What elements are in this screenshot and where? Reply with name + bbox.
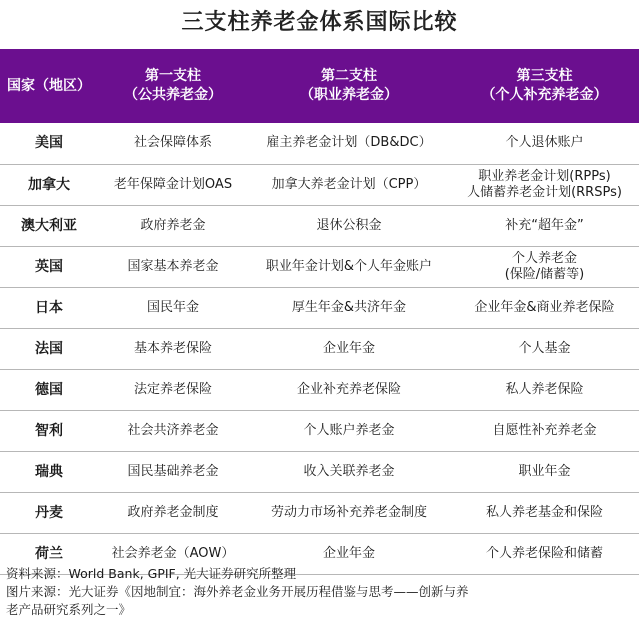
country-cell: 法国 [35, 340, 63, 357]
pillar-1-cell [98, 246, 248, 287]
cell-text: 国民基础养老金 [127, 463, 219, 479]
header-pillar-one: 第一支柱 （公共养老金） [124, 68, 222, 103]
cell-text: 社会保障体系 [133, 135, 212, 151]
pillar-3-cell [450, 287, 639, 328]
cell-text: 职业养老金计划(RPPs) [478, 168, 611, 184]
pillar-1-cell [98, 205, 248, 246]
cell-text: 政府养老金制度 [127, 504, 219, 520]
table-header-row [0, 49, 639, 123]
cell-text: 私人养老基金和保险 [485, 504, 603, 520]
table-row [0, 123, 639, 164]
country-cell: 英国 [35, 258, 63, 275]
image-source-line: 图片来源：光大证券《因地制宜：海外养老金业务开展历程借鉴与思考——创新与养 [6, 584, 469, 599]
pillar-1-cell [98, 287, 248, 328]
table-row [0, 451, 639, 492]
pillar-3-cell [450, 123, 639, 164]
country-cell: 澳大利亚 [21, 217, 77, 234]
cell-text: 企业年金 [322, 545, 375, 561]
cell-text: 补充“超年金” [505, 217, 584, 233]
cell-text: 厚生年金&共济年金 [291, 299, 407, 315]
pillar-3-cell [450, 451, 639, 492]
cell-text: 个人养老金 [511, 250, 577, 266]
cell-text: 老年保障金计划OAS [113, 176, 233, 192]
header-pillar-two: 第二支柱 （职业养老金） [300, 68, 398, 103]
image-source-line-continued: 老产品研究系列之一》 [6, 602, 132, 617]
pillar-3-cell [450, 205, 639, 246]
country-cell: 德国 [35, 381, 63, 398]
pillar-3-cell [450, 164, 639, 205]
pillar-1-cell [98, 410, 248, 451]
cell-text: 职业年金计划&个人年金账户 [265, 258, 433, 274]
table-row [0, 410, 639, 451]
pillar-1-cell [98, 328, 248, 369]
pillar-1-cell [98, 123, 248, 164]
pillar-2-cell [248, 123, 450, 164]
cell-text: 个人退休账户 [505, 135, 584, 151]
pillar-3-cell [450, 410, 639, 451]
pillar-3-cell [450, 369, 639, 410]
cell-text: 政府养老金 [140, 217, 206, 233]
cell-text: 企业年金&商业养老保险 [474, 299, 615, 315]
cell-text: 退休公积金 [316, 217, 382, 233]
table-row [0, 369, 639, 410]
pillar-3-cell [450, 246, 639, 287]
pillar-2-cell [248, 492, 450, 533]
table-body [0, 123, 639, 574]
table-row [0, 246, 639, 287]
country-cell: 加拿大 [28, 176, 70, 193]
pillar-2-cell [248, 410, 450, 451]
country-cell: 荷兰 [35, 545, 63, 562]
pillar-2-cell [248, 246, 450, 287]
table-row [0, 287, 639, 328]
source-note [6, 565, 634, 619]
pension-comparison-table [0, 49, 639, 575]
pillar-1-cell [98, 369, 248, 410]
country-cell: 瑞典 [35, 463, 63, 480]
page-title: 三支柱养老金体系国际比较 [181, 10, 458, 35]
pillar-2-cell [248, 451, 450, 492]
cell-text: 社会共济养老金 [127, 422, 219, 438]
pillar-2-cell [248, 287, 450, 328]
cell-text: 职业年金 [518, 463, 571, 479]
cell-text: 基本养老保险 [133, 340, 212, 356]
cell-text: 自愿性补充养老金 [492, 422, 597, 438]
cell-text: 个人基金 [518, 340, 571, 356]
header-pillar-three: 第三支柱 （个人补充养老金） [481, 68, 608, 103]
cell-text: 个人账户养老金 [303, 422, 395, 438]
table-row [0, 492, 639, 533]
cell-text: 人储蓄养老金计划(RRSPs) [467, 184, 622, 200]
cell-text: 劳动力市场补充养老金制度 [270, 504, 427, 520]
country-cell: 美国 [35, 135, 63, 152]
pillar-2-cell [248, 205, 450, 246]
pillar-2-cell [248, 369, 450, 410]
table-row [0, 164, 639, 205]
pillar-1-cell [98, 492, 248, 533]
header-country: 国家（地区） [7, 77, 91, 94]
pillar-2-cell [248, 164, 450, 205]
pillar-2-cell [248, 328, 450, 369]
country-cell: 丹麦 [35, 504, 63, 521]
pillar-3-cell [450, 328, 639, 369]
pillar-1-cell [98, 164, 248, 205]
cell-text: 收入关联养老金 [303, 463, 395, 479]
table-row [0, 205, 639, 246]
cell-text: 国家基本养老金 [127, 258, 219, 274]
cell-text: 雇主养老金计划（DB&DC） [266, 135, 432, 151]
cell-text: 私人养老保险 [505, 381, 584, 397]
cell-text: 加拿大养老金计划（CPP） [271, 176, 427, 192]
country-cell: 日本 [35, 299, 63, 316]
cell-text: 法定养老保险 [133, 381, 212, 397]
pillar-1-cell [98, 451, 248, 492]
cell-text: 企业年金 [322, 340, 375, 356]
cell-text: (保险/储蓄等) [504, 266, 585, 282]
table-row [0, 328, 639, 369]
cell-text: 企业补充养老保险 [296, 381, 401, 397]
pillar-3-cell [450, 492, 639, 533]
cell-text: 个人养老保险和储蓄 [485, 545, 603, 561]
cell-text: 国民年金 [146, 299, 199, 315]
source-line: 资料来源：World Bank, GPIF, 光大证券研究所整理 [6, 566, 297, 581]
cell-text: 社会养老金（AOW） [111, 545, 235, 561]
country-cell: 智利 [35, 422, 63, 439]
